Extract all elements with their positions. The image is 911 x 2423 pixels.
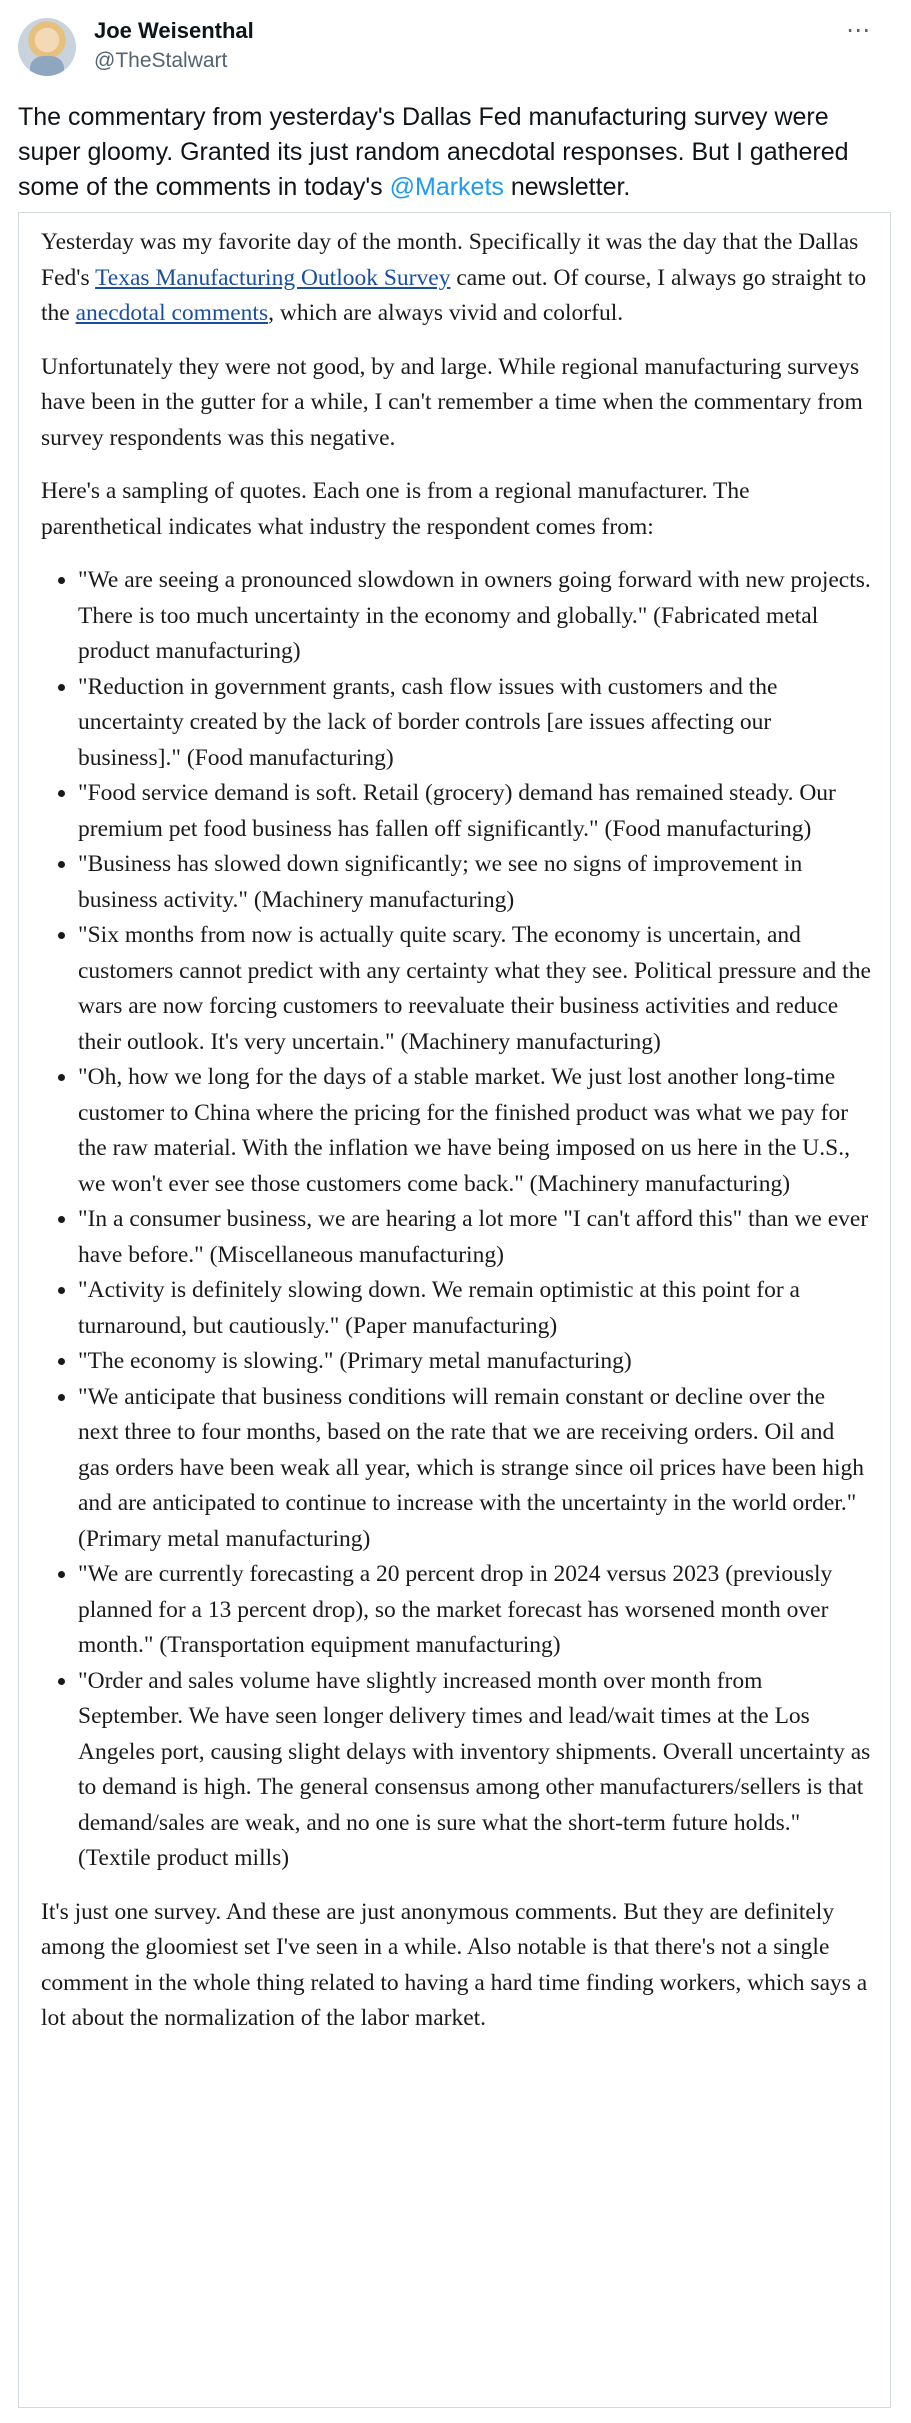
quote-item: • "We are currently forecasting a 20 percent drop in 2024 versus 2023 (previously planned for a 13 percent drop), so the market forecast has worsened month over month." (Transportation equipment manufacturing) xyxy=(78,1557,871,1664)
intro-text-a: Yesterday was my favorite day of the month. Specifically it was the day that the Dallas Fed's xyxy=(41,229,859,291)
quote-item: • "Activity is definitely slowing down. We remain optimistic at this point for a turnaround, but cautiously." (Paper manufacturing) xyxy=(78,1273,871,1344)
quote-item: • "Oh, how we long for the days of a stable market. We just lost another long-time customer to China where the pricing for the finished product was what we pay for the raw material. With the inflation we have being imposed on us here in the U.S., we won't ever see those customers come back." (Machinery manufacturing) xyxy=(78,1060,871,1202)
quotes-list xyxy=(41,563,871,1877)
avatar[interactable] xyxy=(18,18,76,76)
mention-link[interactable]: @Markets xyxy=(389,173,504,201)
author-handle[interactable]: @TheStalwart xyxy=(94,49,228,72)
intro-text-c: , which are always vivid and colorful. xyxy=(268,300,624,326)
quote-item: • "Food service demand is soft. Retail (grocery) demand has remained steady. Our premium pet food business has fallen off significantly." (Food manufacturing) xyxy=(78,776,871,847)
quote-item: • "Business has slowed down significantly; we see no signs of improvement in business activity." (Machinery manufacturing) xyxy=(78,847,871,918)
newsletter-screenshot[interactable] xyxy=(18,212,891,2408)
more-options-icon[interactable]: ⋯ xyxy=(846,16,870,44)
quote-item: • "The economy is slowing." (Primary metal manufacturing) xyxy=(78,1344,871,1380)
quote-item: • "Six months from now is actually quite scary. The economy is uncertain, and customers cannot predict with any certainty what they see. Political pressure and the wars are now forcing customers to reevaluate their business activities and reduce their outlook. It's very uncertain." (Machinery manufacturing) xyxy=(78,918,871,1060)
quote-item: • "We anticipate that business conditions will remain constant or decline over the next three to four months, based on the rate that we are receiving orders. Oil and gas orders have been weak all year, which is strange since oil prices have been high and are anticipated to continue to increase with the uncertainty in the world order." (Primary metal manufacturing) xyxy=(78,1380,871,1558)
avatar-image xyxy=(30,56,64,76)
paragraph-3: Here's a sampling of quotes. Each one is from a regional manufacturer. The parenthetical indicates what industry the respondent comes from: xyxy=(41,478,750,540)
quote-item: • "In a consumer business, we are hearing a lot more "I can't afford this" than we ever have before." (Miscellaneous manufacturing) xyxy=(78,1202,871,1273)
quote-item: • "Order and sales volume have slightly increased month over month from September. We have seen longer delivery times and lead/wait times at the Los Angeles port, causing slight delays with inventory shipments. Overall uncertainty as to demand is high. The general consensus among other manufacturers/sellers is that demand/sales are weak, and no one is sure what the short-term future holds." (Textile product mills) xyxy=(78,1664,871,1877)
paragraph-4: It's just one survey. And these are just anonymous comments. But they are definitely among the gloomiest set I've seen in a while. Also notable is that there's not a single comment in the whole thing related to having a hard time finding workers, which says a lot about the normalization of the labor market. xyxy=(41,1898,868,2031)
quote-item: • "We are seeing a pronounced slowdown in owners going forward with new projects. There is too much uncertainty in the economy and globally." (Fabricated metal product manufacturing) xyxy=(78,563,871,670)
paragraph-intro xyxy=(41,225,871,332)
author-name[interactable]: Joe Weisenthal xyxy=(94,18,254,43)
newsletter-body xyxy=(41,225,871,2055)
intro-text-b: came out. Of course, I always go straight to the xyxy=(41,264,867,326)
tweet-text xyxy=(18,100,893,205)
quote-item: • "Reduction in government grants, cash flow issues with customers and the uncertainty created by the lack of border controls [are issues affecting our business]." (Food manufacturing) xyxy=(78,670,871,777)
tweet-text-after: newsletter. xyxy=(503,173,631,201)
anecdotal-comments-link[interactable]: anecdotal comments xyxy=(75,300,269,326)
tweet-text-before: The commentary from yesterday's Dallas Fed manufacturing survey were super gloomy. Granted its just random anecdotal responses. But I gathered some of the comments in today's xyxy=(18,103,849,201)
paragraph-2: Unfortunately they were not good, by and large. While regional manufacturing surveys have been in the gutter for a while, I can't remember a time when the commentary from survey respondents was this negative. xyxy=(41,353,863,451)
survey-link[interactable]: Texas Manufacturing Outlook Survey xyxy=(95,264,451,291)
